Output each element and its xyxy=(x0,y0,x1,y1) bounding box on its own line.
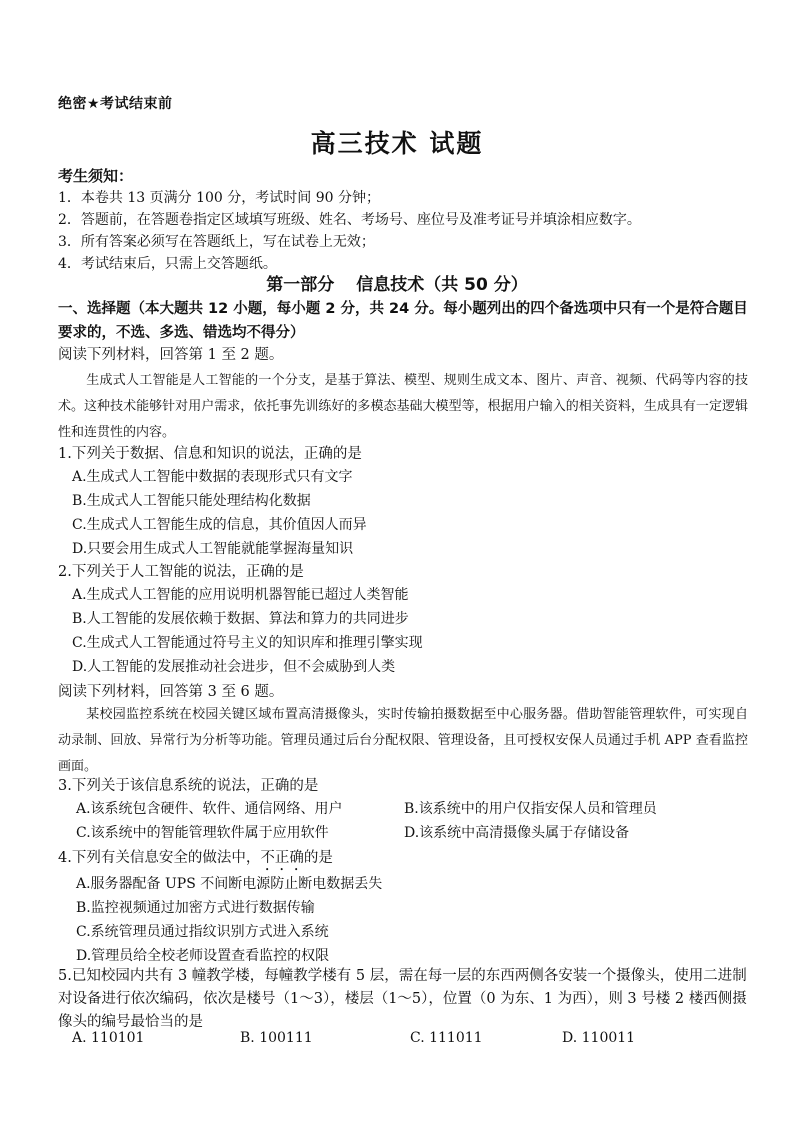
question-1-stem: 1.下列关于数据、信息和知识的说法，正确的是 xyxy=(58,446,362,462)
part-label: 第一部分 xyxy=(266,275,335,295)
q5-option-d: D. 110011 xyxy=(562,1030,636,1046)
notes-list xyxy=(58,187,641,275)
question-3-stem: 3.下列关于该信息系统的说法，正确的是 xyxy=(58,778,319,794)
q4-stem-after: 的是 xyxy=(303,850,333,866)
q4-option-a: A.服务器配备 UPS 不间断电源防止断电数据丢失 xyxy=(76,876,383,892)
part-heading xyxy=(0,270,794,295)
q3-option-b: B.该系统中的用户仅指安保人员和管理员 xyxy=(404,801,657,817)
note-item: 4．考试结束后，只需上交答题纸。 xyxy=(58,256,277,272)
q4-option-b: B.监控视频通过加密方式进行数据传输 xyxy=(76,900,315,916)
q4-option-c: C.系统管理员通过指纹识别方式进入系统 xyxy=(76,924,329,940)
q5-option-c: C. 111011 xyxy=(410,1030,483,1046)
question-4-stem xyxy=(58,846,333,874)
q4-stem-before: 4.下列有关信息安全的做法中， xyxy=(58,850,261,866)
reading-material-2 xyxy=(58,702,748,780)
q4-stem-emphasis: 不正确 xyxy=(260,850,304,866)
q3-option-c: C.该系统中的智能管理软件属于应用软件 xyxy=(76,825,329,841)
q1-option-d: D.只要会用生成式人工智能就能掌握海量知识 xyxy=(72,541,354,557)
notes-title: 考生须知： xyxy=(58,167,134,185)
reading-material-1 xyxy=(58,368,748,446)
q1-option-b: B.生成式人工智能只能处理结构化数据 xyxy=(72,493,311,509)
q2-option-b: B.人工智能的发展依赖于数据、算法和算力的共同进步 xyxy=(72,611,409,627)
material-text-1: 生成式人工智能是人工智能的一个分支，是基于算法、模型、规则生成文本、图片、声音、视频、代码等内容的技术。这种技术能够针对用户需求，依托事先训练好的多模态基础大模型等，根据用户输入的相关资料，生成具有一定逻辑性和连贯性的内容。 xyxy=(58,373,748,440)
q1-option-a: A.生成式人工智能中数据的表现形式只有文字 xyxy=(72,469,353,485)
part-name: 信息技术（共 50 分） xyxy=(356,275,528,295)
reading-intro-2: 阅读下列材料，回答第 3 至 6 题。 xyxy=(58,684,284,700)
secret-mark: 绝密★考试结束前 xyxy=(58,96,173,112)
q3-option-d: D.该系统中高清摄像头属于存储设备 xyxy=(404,825,630,841)
q3-option-a: A.该系统包含硬件、软件、通信网络、用户 xyxy=(76,801,343,817)
note-item: 1．本卷共 13 页满分 100 分，考试时间 90 分钟； xyxy=(58,190,380,206)
q5-option-a: A. 110101 xyxy=(72,1030,145,1046)
page-title: 高三技术 试题 xyxy=(310,129,484,158)
q2-option-d: D.人工智能的发展推动社会进步，但不会威胁到人类 xyxy=(72,659,396,675)
q5-option-b: B. 100111 xyxy=(240,1030,313,1046)
reading-intro-1: 阅读下列材料，回答第 1 至 2 题。 xyxy=(58,347,284,363)
q2-option-c: C.生成式人工智能通过符号主义的知识库和推理引擎实现 xyxy=(72,635,423,651)
material-text-2: 某校园监控系统在校园关键区域布置高清摄像头，实时传输拍摄数据至中心服务器。借助智能管理软件，可实现自动录制、回放、异常行为分析等功能。管理员通过后台分配权限、管理设备，且可授权安保人员通过手机 APP 查看监控画面。 xyxy=(58,707,748,774)
note-item: 2．答题前，在答题卷指定区域填写班级、姓名、考场号、座位号及准考证号并填涂相应数字。 xyxy=(58,212,641,228)
q2-option-a: A.生成式人工智能的应用说明机器智能已超过人类智能 xyxy=(72,587,409,603)
q1-option-c: C.生成式人工智能生成的信息，其价值因人而异 xyxy=(72,517,367,533)
section-heading: 一、选择题（本大题共 12 小题，每小题 2 分，共 24 分。每小题列出的四个备选项中只有一个是符合题目要求的，不选、多选、错选均不得分） xyxy=(58,301,748,341)
question-2-stem: 2.下列关于人工智能的说法，正确的是 xyxy=(58,564,304,580)
q4-option-d: D.管理员给全校老师设置查看监控的权限 xyxy=(76,948,330,964)
note-item: 3．所有答案必须写在答题纸上，写在试卷上无效； xyxy=(58,234,375,250)
question-5-stem: 5.已知校园内共有 3 幢教学楼，每幢教学楼有 5 层，需在每一层的东西两侧各安装一个摄像头，使用二进制对设备进行依次编码，依次是楼号（1～3），楼层（1～5），位置（0 为东、1 为西），则 3 号楼 2 楼西侧摄像头的编号最恰当的是 xyxy=(58,968,747,1030)
